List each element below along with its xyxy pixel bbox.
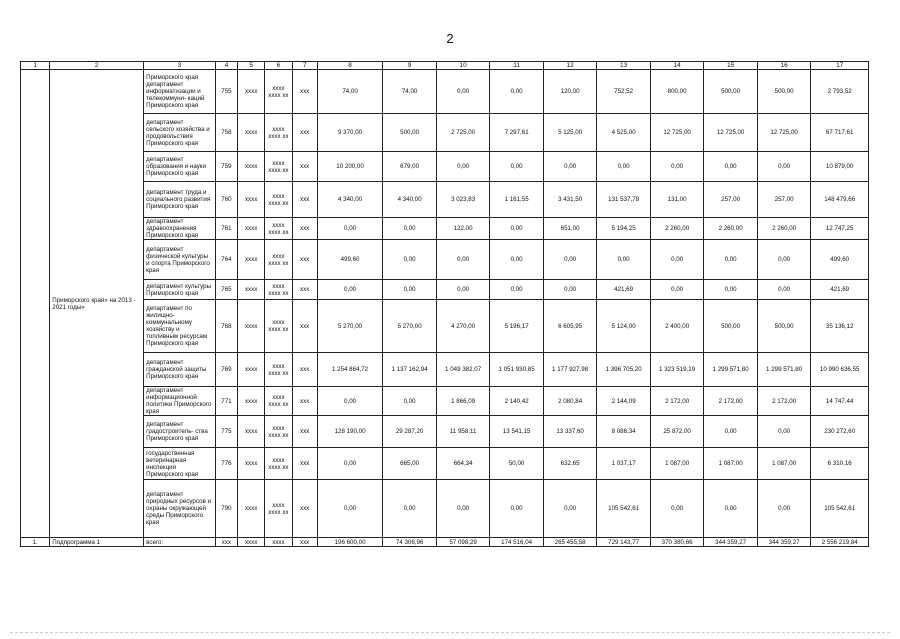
amount-cell: 0,00 bbox=[704, 480, 758, 538]
csr-cell: xxxx xxxx xx bbox=[265, 218, 292, 240]
amount-cell: 0,00 bbox=[650, 152, 704, 182]
responsible-executor-cell: Приморского края департамент информатизации и телекоммуни- каций Приморского края bbox=[144, 70, 216, 114]
amount-cell: 1 049 382,07 bbox=[436, 353, 490, 387]
program-title-cell: Приморского края» на 2013 - 2021 годы» bbox=[50, 70, 144, 538]
amount-cell: 4 270,00 bbox=[436, 300, 490, 353]
rzpr-cell: xxxx bbox=[238, 448, 265, 480]
scan-artifact-line bbox=[10, 632, 890, 633]
total-amount-cell: 265 455,58 bbox=[543, 538, 597, 547]
amount-cell: 120,00 bbox=[543, 70, 597, 114]
amount-cell: 0,00 bbox=[436, 480, 490, 538]
csr-cell: xxxx xxxx xx bbox=[265, 480, 292, 538]
amount-cell: 11 958,11 bbox=[436, 416, 490, 448]
amount-cell: 0,00 bbox=[317, 448, 383, 480]
rzpr-cell: xxxx bbox=[238, 387, 265, 416]
vr-cell: xxx bbox=[292, 240, 317, 280]
total-name-cell: Подпрограмма 1 bbox=[50, 538, 144, 547]
amount-cell: 0,00 bbox=[436, 280, 490, 300]
csr-cell: xxxx xxxx xx bbox=[265, 300, 292, 353]
amount-cell: 0,00 bbox=[436, 240, 490, 280]
column-header-3: 3 bbox=[144, 62, 216, 70]
column-header-10: 10 bbox=[436, 62, 490, 70]
amount-cell: 679,00 bbox=[383, 152, 437, 182]
responsible-executor-cell: департамент гражданской защиты Приморского края bbox=[144, 353, 216, 387]
column-number-row bbox=[21, 62, 869, 70]
amount-cell: 499,60 bbox=[811, 240, 869, 280]
amount-cell: 421,69 bbox=[597, 280, 651, 300]
amount-cell: 1 177 927,98 bbox=[543, 353, 597, 387]
amount-cell: 148 479,66 bbox=[811, 182, 869, 218]
amount-cell: 1 037,17 bbox=[597, 448, 651, 480]
amount-cell: 5 270,00 bbox=[317, 300, 383, 353]
vr-cell: xxx bbox=[292, 70, 317, 114]
amount-cell: 12 725,00 bbox=[757, 114, 811, 152]
amount-cell: 10 990 636,55 bbox=[811, 353, 869, 387]
total-c5-cell: xxxx bbox=[238, 538, 265, 547]
amount-cell: 1 396 705,20 bbox=[597, 353, 651, 387]
amount-cell: 1 866,09 bbox=[436, 387, 490, 416]
amount-cell: 25 872,00 bbox=[650, 416, 704, 448]
amount-cell: 131,00 bbox=[650, 182, 704, 218]
responsible-executor-cell: департамент труда и социального развития Приморского края bbox=[144, 182, 216, 218]
amount-cell: 0,00 bbox=[383, 240, 437, 280]
column-header-7: 7 bbox=[292, 62, 317, 70]
amount-cell: 0,00 bbox=[383, 218, 437, 240]
amount-cell: 499,60 bbox=[317, 240, 383, 280]
vr-cell: xxx bbox=[292, 218, 317, 240]
amount-cell: 4 340,00 bbox=[383, 182, 437, 218]
grbs-code-cell: 758 bbox=[215, 114, 237, 152]
table-row bbox=[21, 480, 869, 538]
amount-cell: 0,00 bbox=[543, 240, 597, 280]
amount-cell: 2 400,00 bbox=[650, 300, 704, 353]
total-row bbox=[21, 538, 869, 547]
amount-cell: 500,00 bbox=[757, 300, 811, 353]
vr-cell: xxx bbox=[292, 300, 317, 353]
amount-cell: 2 793,52 bbox=[811, 70, 869, 114]
amount-cell: 0,00 bbox=[597, 240, 651, 280]
grbs-code-cell: 755 bbox=[215, 70, 237, 114]
total-label-cell: всего: bbox=[144, 538, 216, 547]
amount-cell: 74,00 bbox=[383, 70, 437, 114]
amount-cell: 105 542,61 bbox=[597, 480, 651, 538]
rzpr-cell: xxxx bbox=[238, 218, 265, 240]
column-header-5: 5 bbox=[238, 62, 265, 70]
grbs-code-cell: 765 bbox=[215, 280, 237, 300]
total-amount-cell: 57 098,29 bbox=[436, 538, 490, 547]
amount-cell: 0,00 bbox=[650, 480, 704, 538]
amount-cell: 0,00 bbox=[704, 280, 758, 300]
row-number-cell bbox=[21, 70, 50, 538]
responsible-executor-cell: департамент природных ресурсов и охраны окружающей среды Приморского края bbox=[144, 480, 216, 538]
page-number: 2 bbox=[446, 31, 454, 46]
amount-cell: 0,00 bbox=[490, 152, 544, 182]
rzpr-cell: xxxx bbox=[238, 152, 265, 182]
amount-cell: 131 537,78 bbox=[597, 182, 651, 218]
grbs-code-cell: 790 bbox=[215, 480, 237, 538]
amount-cell: 1 323 519,19 bbox=[650, 353, 704, 387]
total-amount-cell: 74 306,96 bbox=[383, 538, 437, 547]
rzpr-cell: xxxx bbox=[238, 182, 265, 218]
grbs-code-cell: 761 bbox=[215, 218, 237, 240]
amount-cell: 35 136,12 bbox=[811, 300, 869, 353]
table-row bbox=[21, 70, 869, 114]
table-row bbox=[21, 182, 869, 218]
amount-cell: 13 541,15 bbox=[490, 416, 544, 448]
amount-cell: 6 605,95 bbox=[543, 300, 597, 353]
amount-cell: 5 270,00 bbox=[383, 300, 437, 353]
total-amount-cell: 729 143,77 bbox=[597, 538, 651, 547]
vr-cell: xxx bbox=[292, 182, 317, 218]
table-row bbox=[21, 353, 869, 387]
amount-cell: 2 080,84 bbox=[543, 387, 597, 416]
amount-cell: 0,00 bbox=[490, 280, 544, 300]
amount-cell: 0,00 bbox=[436, 70, 490, 114]
amount-cell: 4 340,00 bbox=[317, 182, 383, 218]
amount-cell: 2 172,00 bbox=[650, 387, 704, 416]
total-amount-cell: 370 380,66 bbox=[650, 538, 704, 547]
amount-cell: 0,00 bbox=[490, 218, 544, 240]
amount-cell: 665,00 bbox=[383, 448, 437, 480]
amount-cell: 2 140,42 bbox=[490, 387, 544, 416]
responsible-executor-cell: департамент физической культуры и спорта Приморского края bbox=[144, 240, 216, 280]
amount-cell: 2 172,00 bbox=[757, 387, 811, 416]
total-amount-cell: 2 556 219,84 bbox=[811, 538, 869, 547]
amount-cell: 128 190,00 bbox=[317, 416, 383, 448]
total-number-cell: 1. bbox=[21, 538, 50, 547]
amount-cell: 0,00 bbox=[757, 480, 811, 538]
amount-cell: 122,00 bbox=[436, 218, 490, 240]
total-amount-cell: 344 359,27 bbox=[704, 538, 758, 547]
csr-cell: xxxx xxxx xx bbox=[265, 114, 292, 152]
amount-cell: 230 272,60 bbox=[811, 416, 869, 448]
amount-cell: 2 260,00 bbox=[704, 218, 758, 240]
grbs-code-cell: 775 bbox=[215, 416, 237, 448]
amount-cell: 12 725,00 bbox=[650, 114, 704, 152]
amount-cell: 2 260,00 bbox=[757, 218, 811, 240]
column-header-12: 12 bbox=[543, 62, 597, 70]
total-c6-cell: xxxx bbox=[265, 538, 292, 547]
amount-cell: 0,00 bbox=[757, 280, 811, 300]
grbs-code-cell: 769 bbox=[215, 353, 237, 387]
grbs-code-cell: 764 bbox=[215, 240, 237, 280]
amount-cell: 1 087,00 bbox=[650, 448, 704, 480]
amount-cell: 5 125,00 bbox=[543, 114, 597, 152]
amount-cell: 0,00 bbox=[383, 280, 437, 300]
amount-cell: 14 747,44 bbox=[811, 387, 869, 416]
amount-cell: 0,00 bbox=[650, 280, 704, 300]
amount-cell: 0,00 bbox=[490, 70, 544, 114]
column-header-11: 11 bbox=[490, 62, 544, 70]
amount-cell: 500,00 bbox=[383, 114, 437, 152]
amount-cell: 800,00 bbox=[650, 70, 704, 114]
rzpr-cell: xxxx bbox=[238, 240, 265, 280]
table-row bbox=[21, 152, 869, 182]
amount-cell: 67 717,61 bbox=[811, 114, 869, 152]
rzpr-cell: xxxx bbox=[238, 70, 265, 114]
total-amount-cell: 174 516,04 bbox=[490, 538, 544, 547]
responsible-executor-cell: департамент здравоохранения Приморского края bbox=[144, 218, 216, 240]
amount-cell: 1 299 571,80 bbox=[704, 353, 758, 387]
vr-cell: xxx bbox=[292, 353, 317, 387]
table-row bbox=[21, 114, 869, 152]
column-header-16: 16 bbox=[757, 62, 811, 70]
amount-cell: 0,00 bbox=[704, 240, 758, 280]
amount-cell: 105 542,61 bbox=[811, 480, 869, 538]
rzpr-cell: xxxx bbox=[238, 480, 265, 538]
rzpr-cell: xxxx bbox=[238, 280, 265, 300]
responsible-executor-cell: государственная ветеринарная инспекция Приморского края bbox=[144, 448, 216, 480]
rzpr-cell: xxxx bbox=[238, 114, 265, 152]
csr-cell: xxxx xxxx xx bbox=[265, 448, 292, 480]
vr-cell: xxx bbox=[292, 448, 317, 480]
amount-cell: 1 254 864,72 bbox=[317, 353, 383, 387]
amount-cell: 12 725,00 bbox=[704, 114, 758, 152]
amount-cell: 29 287,20 bbox=[383, 416, 437, 448]
amount-cell: 0,00 bbox=[704, 152, 758, 182]
amount-cell: 1 051 930,85 bbox=[490, 353, 544, 387]
amount-cell: 1 299 571,80 bbox=[757, 353, 811, 387]
amount-cell: 2 172,00 bbox=[704, 387, 758, 416]
amount-cell: 2 725,00 bbox=[436, 114, 490, 152]
amount-cell: 0,00 bbox=[383, 387, 437, 416]
amount-cell: 0,00 bbox=[543, 480, 597, 538]
amount-cell: 651,00 bbox=[543, 218, 597, 240]
amount-cell: 0,00 bbox=[704, 416, 758, 448]
total-c7-cell: xxx bbox=[292, 538, 317, 547]
amount-cell: 0,00 bbox=[317, 218, 383, 240]
amount-cell: 12 747,25 bbox=[811, 218, 869, 240]
csr-cell: xxxx xxxx xx bbox=[265, 387, 292, 416]
amount-cell: 0,00 bbox=[757, 416, 811, 448]
total-code-cell: xxx bbox=[215, 538, 237, 547]
amount-cell: 257,00 bbox=[704, 182, 758, 218]
table-row bbox=[21, 387, 869, 416]
grbs-code-cell: 771 bbox=[215, 387, 237, 416]
table-row bbox=[21, 218, 869, 240]
amount-cell: 500,00 bbox=[704, 300, 758, 353]
amount-cell: 9 370,00 bbox=[317, 114, 383, 152]
amount-cell: 0,00 bbox=[317, 280, 383, 300]
amount-cell: 1 087,00 bbox=[757, 448, 811, 480]
csr-cell: xxxx xxxx xx bbox=[265, 70, 292, 114]
vr-cell: xxx bbox=[292, 387, 317, 416]
amount-cell: 0,00 bbox=[650, 240, 704, 280]
amount-cell: 74,00 bbox=[317, 70, 383, 114]
amount-cell: 7 297,61 bbox=[490, 114, 544, 152]
amount-cell: 664,34 bbox=[436, 448, 490, 480]
column-header-8: 8 bbox=[317, 62, 383, 70]
amount-cell: 500,00 bbox=[757, 70, 811, 114]
amount-cell: 1 087,00 bbox=[704, 448, 758, 480]
rzpr-cell: xxxx bbox=[238, 300, 265, 353]
vr-cell: xxx bbox=[292, 480, 317, 538]
column-header-4: 4 bbox=[215, 62, 237, 70]
amount-cell: 8 086,34 bbox=[597, 416, 651, 448]
csr-cell: xxxx xxxx xx bbox=[265, 353, 292, 387]
amount-cell: 0,00 bbox=[383, 480, 437, 538]
amount-cell: 0,00 bbox=[543, 152, 597, 182]
amount-cell: 13 337,60 bbox=[543, 416, 597, 448]
amount-cell: 0,00 bbox=[490, 480, 544, 538]
responsible-executor-cell: департамент сельского хозяйства и продовольствия Приморского края bbox=[144, 114, 216, 152]
amount-cell: 0,00 bbox=[317, 387, 383, 416]
amount-cell: 0,00 bbox=[543, 280, 597, 300]
column-header-1: 1 bbox=[21, 62, 50, 70]
column-header-9: 9 bbox=[383, 62, 437, 70]
total-amount-cell: 344 359,27 bbox=[757, 538, 811, 547]
amount-cell: 2 260,00 bbox=[650, 218, 704, 240]
amount-cell: 3 431,50 bbox=[543, 182, 597, 218]
responsible-executor-cell: департамент информационной политики Приморского края bbox=[144, 387, 216, 416]
csr-cell: xxxx xxxx xx bbox=[265, 152, 292, 182]
amount-cell: 4 525,00 bbox=[597, 114, 651, 152]
table-row bbox=[21, 416, 869, 448]
table-row bbox=[21, 240, 869, 280]
amount-cell: 5 196,17 bbox=[490, 300, 544, 353]
amount-cell: 500,00 bbox=[704, 70, 758, 114]
column-header-17: 17 bbox=[811, 62, 869, 70]
csr-cell: xxxx xxxx xx bbox=[265, 182, 292, 218]
csr-cell: xxxx xxxx xx bbox=[265, 240, 292, 280]
vr-cell: xxx bbox=[292, 416, 317, 448]
vr-cell: xxx bbox=[292, 280, 317, 300]
column-header-15: 15 bbox=[704, 62, 758, 70]
column-header-14: 14 bbox=[650, 62, 704, 70]
table-row bbox=[21, 300, 869, 353]
grbs-code-cell: 760 bbox=[215, 182, 237, 218]
csr-cell: xxxx xxxx xx bbox=[265, 416, 292, 448]
amount-cell: 5 194,25 bbox=[597, 218, 651, 240]
table-row bbox=[21, 280, 869, 300]
total-amount-cell: 196 600,00 bbox=[317, 538, 383, 547]
amount-cell: 0,00 bbox=[317, 480, 383, 538]
amount-cell: 10 200,00 bbox=[317, 152, 383, 182]
amount-cell: 632,65 bbox=[543, 448, 597, 480]
column-header-6: 6 bbox=[265, 62, 292, 70]
responsible-executor-cell: департамент образования и науки Приморского края bbox=[144, 152, 216, 182]
amount-cell: 1 137 162,94 bbox=[383, 353, 437, 387]
amount-cell: 0,00 bbox=[757, 152, 811, 182]
vr-cell: xxx bbox=[292, 152, 317, 182]
grbs-code-cell: 768 bbox=[215, 300, 237, 353]
responsible-executor-cell: департамент культуры Приморского края bbox=[144, 280, 216, 300]
vr-cell: xxx bbox=[292, 114, 317, 152]
budget-table bbox=[20, 61, 869, 547]
column-header-13: 13 bbox=[597, 62, 651, 70]
grbs-code-cell: 776 bbox=[215, 448, 237, 480]
rzpr-cell: xxxx bbox=[238, 353, 265, 387]
amount-cell: 50,00 bbox=[490, 448, 544, 480]
column-header-2: 2 bbox=[50, 62, 144, 70]
grbs-code-cell: 759 bbox=[215, 152, 237, 182]
amount-cell: 6 310,16 bbox=[811, 448, 869, 480]
amount-cell: 752,52 bbox=[597, 70, 651, 114]
amount-cell: 1 161,55 bbox=[490, 182, 544, 218]
amount-cell: 0,00 bbox=[597, 152, 651, 182]
amount-cell: 2 144,09 bbox=[597, 387, 651, 416]
table-row bbox=[21, 448, 869, 480]
csr-cell: xxxx xxxx xx bbox=[265, 280, 292, 300]
amount-cell: 421,69 bbox=[811, 280, 869, 300]
responsible-executor-cell: департамент по жилищно- коммунальному хозяйству и топливным ресурсам Приморского края bbox=[144, 300, 216, 353]
rzpr-cell: xxxx bbox=[238, 416, 265, 448]
amount-cell: 0,00 bbox=[436, 152, 490, 182]
amount-cell: 10 879,00 bbox=[811, 152, 869, 182]
amount-cell: 5 124,00 bbox=[597, 300, 651, 353]
amount-cell: 0,00 bbox=[490, 240, 544, 280]
amount-cell: 3 023,83 bbox=[436, 182, 490, 218]
amount-cell: 0,00 bbox=[757, 240, 811, 280]
responsible-executor-cell: департамент градостроитель- ства Приморского края bbox=[144, 416, 216, 448]
amount-cell: 257,00 bbox=[757, 182, 811, 218]
